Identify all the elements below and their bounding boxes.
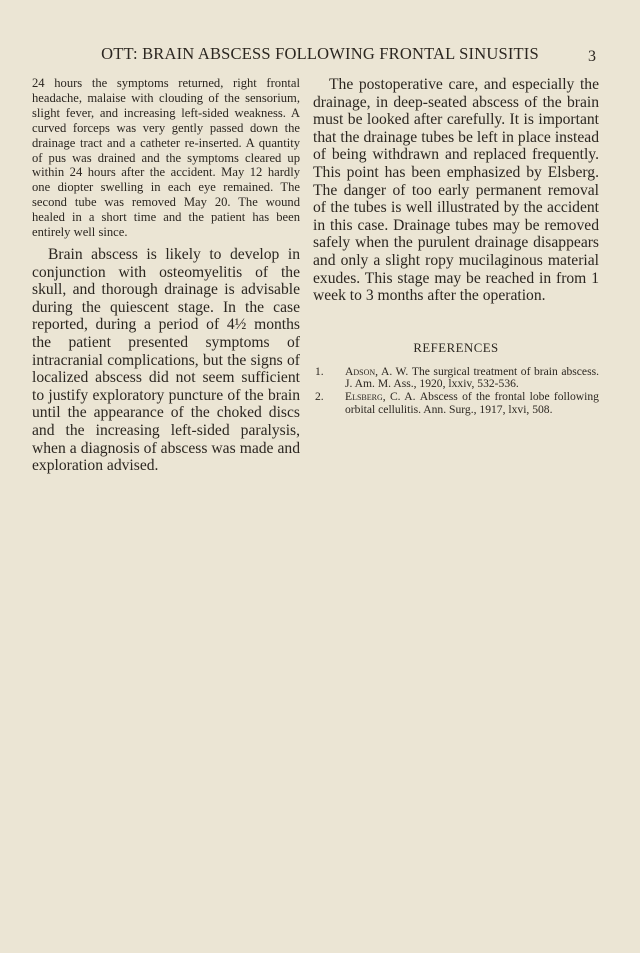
reference-author: Adson, A. W. xyxy=(345,364,412,378)
reference-item xyxy=(313,366,599,391)
page-number: 3 xyxy=(588,48,596,65)
reference-author: Elsberg, C. A. xyxy=(345,389,420,403)
reference-item xyxy=(313,391,599,416)
reference-number: 2. xyxy=(315,389,324,403)
reference-number: 1. xyxy=(315,364,324,378)
discussion-paragraph: Brain abscess is likely to develop in conjunction with osteomyelitis of the skull, and thorough drainage is advisable during the quiescent stage. In the case reported, during a period of 4½ months the patient presented symptoms of intracranial complications, but the signs of localized abscess did not seem sufficient to justify exploratory puncture of the brain until the appearance of the choked discs and the increasing left-sided paralysis, when a diagnosis of abscess was made and exploration advised. xyxy=(32,245,300,475)
reference-text: The surgical treatment of brain abscess. J. Am. M. Ass., 1920, lxxiv, 532-536. xyxy=(345,364,600,391)
right-column xyxy=(313,76,599,416)
reference-list xyxy=(313,366,599,416)
reference-text: Abscess of the frontal lobe following orbital cellulitis. Ann. Surg., 1917, lxvi, 508. xyxy=(345,389,599,416)
left-column xyxy=(32,76,300,475)
postoperative-paragraph: The postoperative care, and especially the drainage, in deep-seated abscess of the brain must be looked after carefully. It is important that the drainage tubes be left in place instead of being withdrawn and replaced frequently. This point has been emphasized by Elsberg. The danger of too early permanent removal of the tubes is well illustrated by the accident in this case. Drainage tubes may be removed safely when the purulent drainage disappears and only a slight ropy mucilaginous material exudes. This stage may be reached in from 1 week to 3 months after the operation. xyxy=(313,76,599,305)
running-head: OTT: BRAIN ABSCESS FOLLOWING FRONTAL SINUSITIS xyxy=(101,44,539,63)
case-paragraph: 24 hours the symptoms returned, right frontal headache, malaise with clouding of the sensorium, slight fever, and increasing left-sided weakness. A curved forceps was very gently passed down the drainage tract and a catheter re-inserted. A quantity of pus was drained and the symptoms cleared up within 24 hours after the accident. May 12 hardly one diopter swelling in each eye remained. The second tube was removed May 20. The wound healed in a short time and the patient has been entirely well since. xyxy=(32,76,300,240)
references-heading: REFERENCES xyxy=(413,340,499,355)
